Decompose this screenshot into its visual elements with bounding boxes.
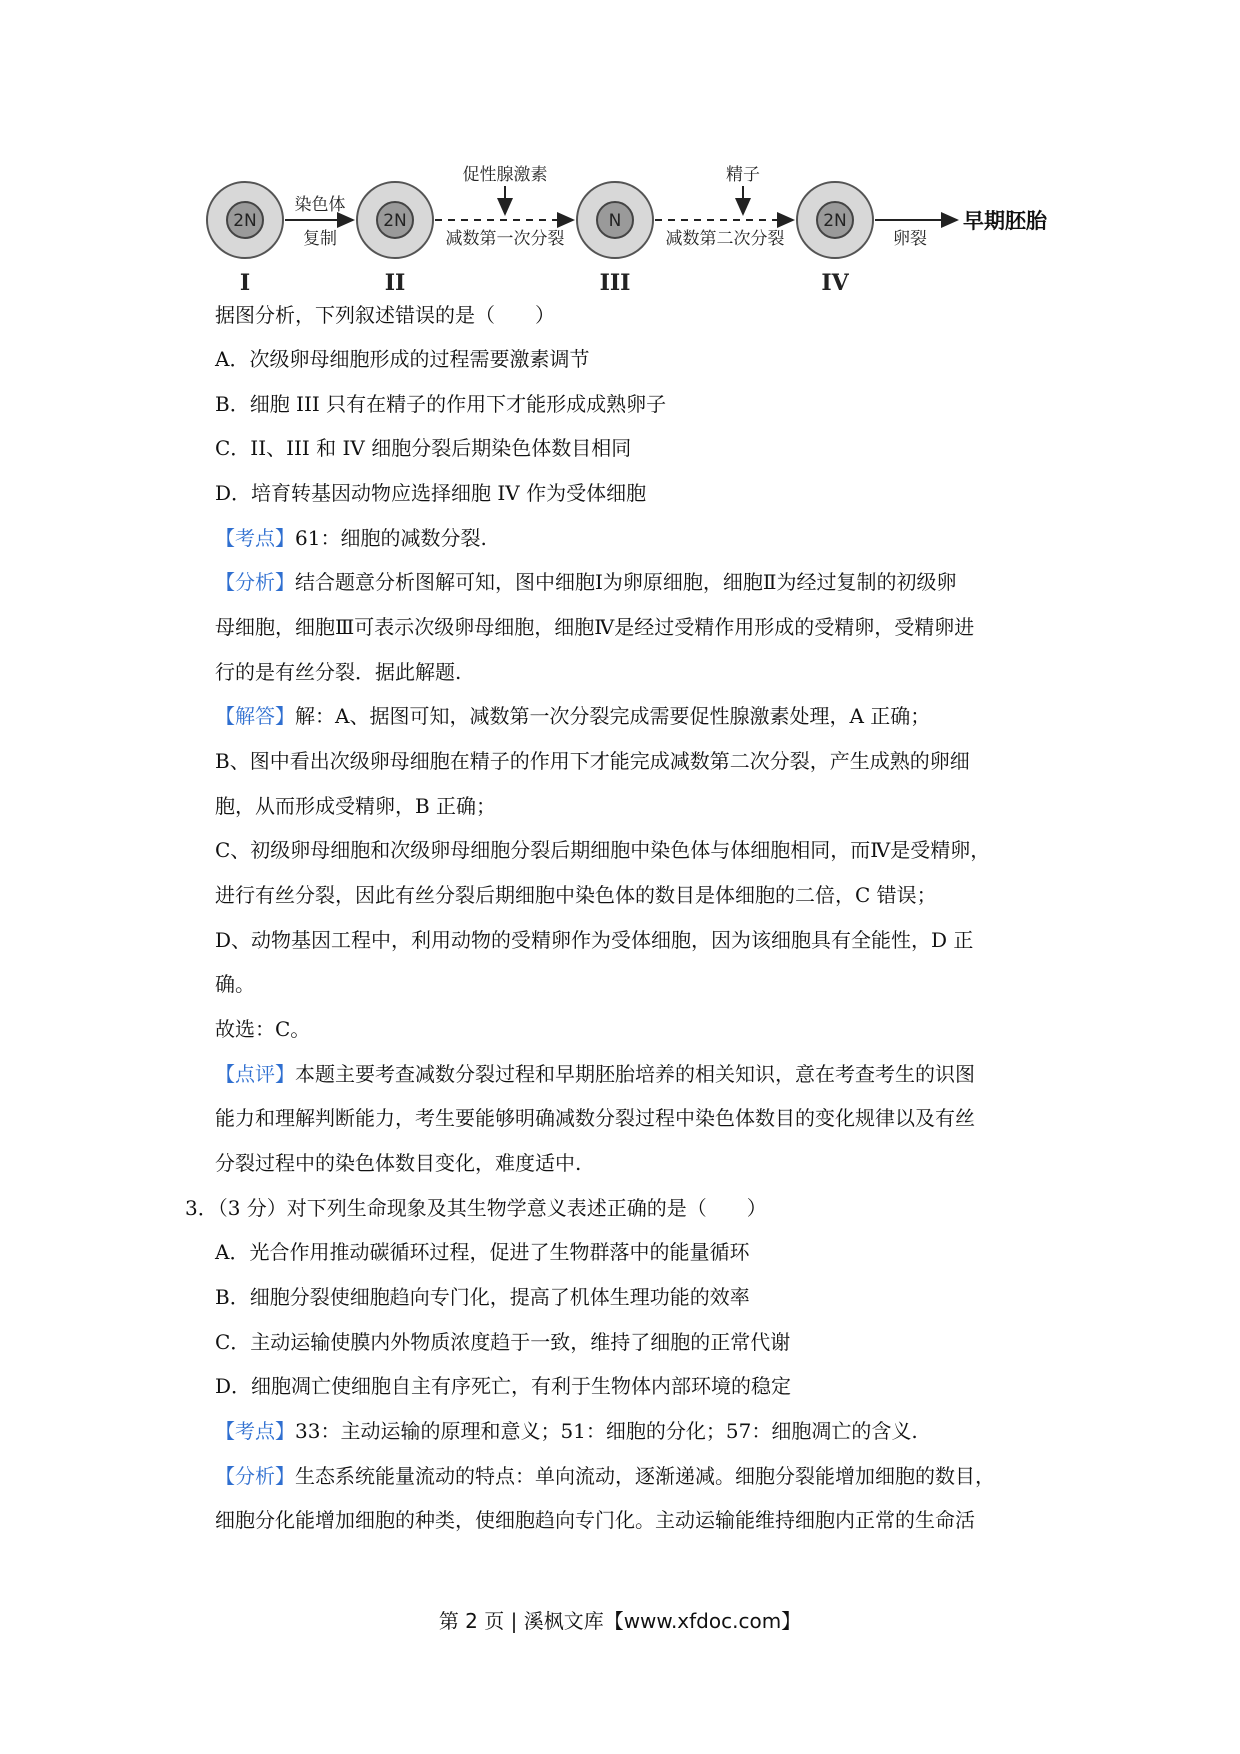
q2-option-a: A．次级卵母细胞形成的过程需要激素调节 bbox=[215, 347, 590, 371]
q2-jieda-line-7: 确。 bbox=[215, 972, 255, 996]
cell-i-label: I bbox=[239, 270, 251, 296]
q2-jieda-line-2: B、图中看出次级卵母细胞在精子的作用下才能完成减数第二次分裂，产生成熟的卵细 bbox=[215, 749, 970, 773]
cell-iv bbox=[797, 182, 873, 296]
q3-fenxi-tag: 【分析】 bbox=[215, 1464, 295, 1488]
q2-option-b: B．细胞 III 只有在精子的作用下才能形成成熟卵子 bbox=[215, 392, 667, 416]
q2-answer: 故选：C。 bbox=[215, 1017, 311, 1041]
q2-fenxi-line-3: 行的是有丝分裂．据此解题. bbox=[215, 660, 462, 684]
q2-dianping-line-2: 能力和理解判断能力，考生要能够明确减数分裂过程中染色体数目的变化规律以及有丝 bbox=[215, 1106, 975, 1130]
q2-jieda-line-1 bbox=[215, 702, 930, 730]
q3-fenxi-line-2: 细胞分化能增加细胞的种类，使细胞趋向专门化。主动运输能维持细胞内正常的生命活 bbox=[215, 1508, 975, 1532]
arrow4-label: 卵裂 bbox=[893, 229, 927, 249]
arrow2-label: 减数第一次分裂 bbox=[445, 229, 565, 249]
q2-fenxi-line-1 bbox=[215, 568, 957, 596]
q2-jieda-line-6: D、动物基因工程中，利用动物的受精卵作为受体细胞，因为该细胞具有全能性，D 正 bbox=[215, 928, 974, 952]
jieda-text: 解：A、据图可知，减数第一次分裂完成需要促性腺激素处理，A 正确； bbox=[295, 704, 931, 728]
cell-iv-ploidy: 2N bbox=[823, 211, 847, 231]
q3-option-d: D．细胞凋亡使细胞自主有序死亡，有利于生物体内部环境的稳定 bbox=[215, 1374, 792, 1398]
cell-ii bbox=[357, 182, 433, 296]
q2-dianping-line-1 bbox=[215, 1060, 975, 1088]
page-footer: 第 2 页 | 溪枫文库【www.xfdoc.com】 bbox=[438, 1609, 802, 1633]
cell-iii bbox=[577, 182, 653, 296]
q3-option-a: A．光合作用推动碳循环过程，促进了生物群落中的能量循环 bbox=[215, 1240, 750, 1264]
dianping-text: 本题主要考查减数分裂过程和早期胚胎培养的相关知识，意在考查考生的识图 bbox=[295, 1062, 975, 1086]
q3-kaodian bbox=[215, 1417, 918, 1445]
q2-stem: 据图分析，下列叙述错误的是（ ） bbox=[215, 303, 555, 327]
q3-kaodian-tag: 【考点】 bbox=[215, 1419, 295, 1443]
q2-jieda-line-3: 胞，从而形成受精卵，B 正确； bbox=[215, 794, 497, 818]
cell-ii-label: II bbox=[384, 270, 406, 296]
oocyte-development-diagram bbox=[205, 160, 1105, 300]
cell-i-ploidy: 2N bbox=[233, 211, 257, 231]
q2-option-d: D．培育转基因动物应选择细胞 IV 作为受体细胞 bbox=[215, 481, 647, 505]
arrow1-top-label: 染色体 bbox=[294, 195, 346, 215]
arrow3-label: 减数第二次分裂 bbox=[665, 229, 785, 249]
dianping-tag: 【点评】 bbox=[215, 1062, 295, 1086]
q2-jieda-line-4: C、初级卵母细胞和次级卵母细胞分裂后期细胞中染色体与体细胞相同，而Ⅳ是受精卵， bbox=[215, 838, 991, 862]
fenxi-text: 结合题意分析图解可知，图中细胞Ⅰ为卵原细胞，细胞Ⅱ为经过复制的初级卵 bbox=[295, 570, 957, 594]
q2-jieda-line-5: 进行有丝分裂，因此有丝分裂后期细胞中染色体的数目是体细胞的二倍，C 错误； bbox=[215, 883, 937, 907]
arrow2-input-label: 促性腺激素 bbox=[462, 165, 548, 185]
q2-kaodian bbox=[215, 524, 487, 552]
cell-iii-ploidy: N bbox=[608, 211, 622, 231]
cell-i bbox=[207, 182, 283, 296]
fenxi-tag: 【分析】 bbox=[215, 570, 295, 594]
q3-kaodian-text: 33：主动运输的原理和意义；51：细胞的分化；57：细胞凋亡的含义. bbox=[295, 1419, 918, 1443]
end-label: 早期胚胎 bbox=[963, 209, 1047, 233]
q3-fenxi-line-1 bbox=[215, 1462, 995, 1490]
arrow1-bottom-label: 复制 bbox=[303, 229, 337, 249]
cell-iii-label: III bbox=[599, 270, 631, 296]
cell-iv-label: IV bbox=[821, 270, 849, 296]
q3-option-c: C．主动运输使膜内外物质浓度趋于一致，维持了细胞的正常代谢 bbox=[215, 1330, 791, 1354]
kaodian-tag: 【考点】 bbox=[215, 526, 295, 550]
q2-option-c: C．II、III 和 IV 细胞分裂后期染色体数目相同 bbox=[215, 436, 632, 460]
q3-option-b: B．细胞分裂使细胞趋向专门化，提高了机体生理功能的效率 bbox=[215, 1285, 750, 1309]
arrow3-input-label: 精子 bbox=[726, 165, 760, 185]
diagram-svg bbox=[205, 160, 1105, 300]
kaodian-text: 61：细胞的减数分裂. bbox=[295, 526, 487, 550]
q3-stem: 3．（3 分）对下列生命现象及其生物学意义表述正确的是（ ） bbox=[185, 1196, 767, 1220]
q2-fenxi-line-2: 母细胞，细胞Ⅲ可表示次级卵母细胞，细胞Ⅳ是经过受精作用形成的受精卵，受精卵进 bbox=[215, 615, 975, 639]
q3-fenxi-text: 生态系统能量流动的特点：单向流动，逐渐递减。细胞分裂能增加细胞的数目， bbox=[295, 1464, 995, 1488]
q2-dianping-line-3: 分裂过程中的染色体数目变化，难度适中. bbox=[215, 1151, 582, 1175]
jieda-tag: 【解答】 bbox=[215, 704, 295, 728]
cell-ii-ploidy: 2N bbox=[383, 211, 407, 231]
